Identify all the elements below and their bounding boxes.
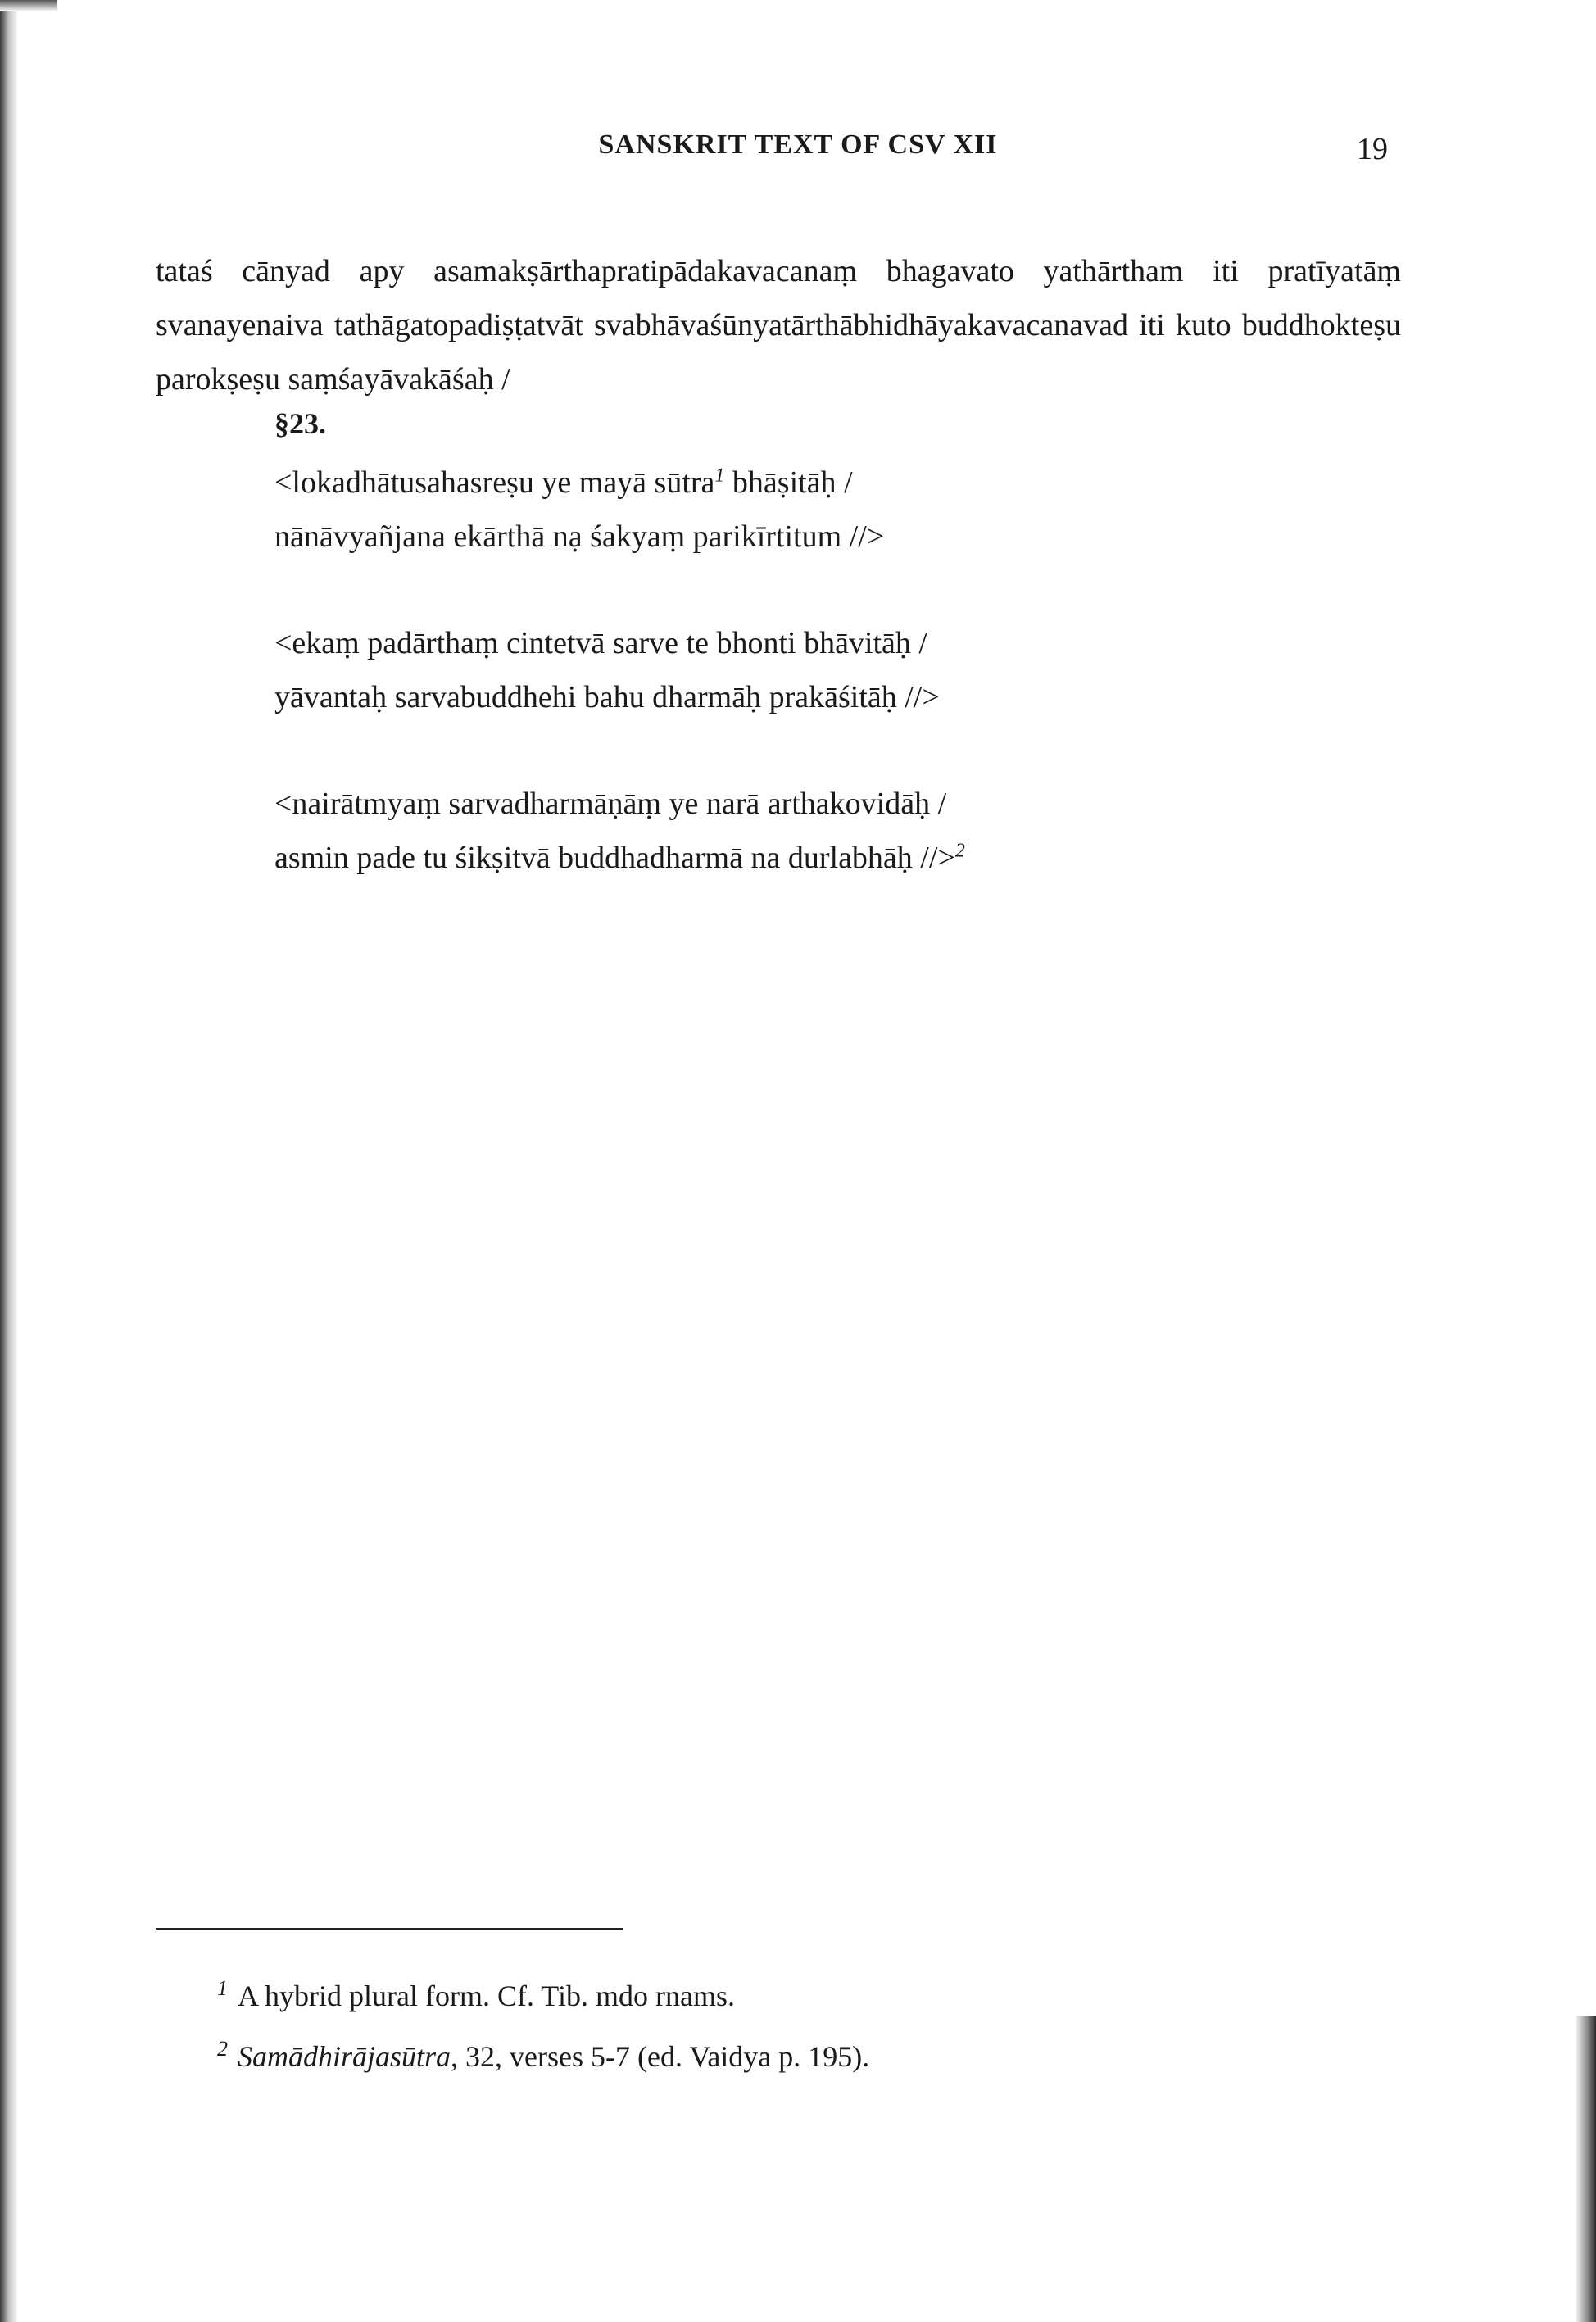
verse-1 (274, 456, 884, 564)
scan-shadow-top (0, 0, 57, 11)
page-number: 19 (1357, 132, 1388, 166)
footnote-text: , 32, verses 5-7 (ed. Vaidya p. 195). (451, 2040, 870, 2073)
footnote-1 (217, 1976, 735, 2013)
body-paragraph: tataś cānyad apy asamakṣārthapratipādakavacanaṃ bhagavato yathārtham iti pratīyatāṃ svanayenaiva tathāgatopadiṣṭatvāt svabhāvaśūnyatārthābhidhāyakavacanavad iti kuto buddhokteṣu parokṣeṣu saṃśayāvakāśaḥ / (156, 254, 1401, 397)
scan-shadow-left (0, 0, 18, 2322)
footnote-ref-1[interactable]: 1 (714, 465, 725, 487)
scan-shadow-right (1575, 2016, 1596, 2322)
verse-3 (274, 777, 965, 885)
section-number: §23. (274, 407, 326, 440)
footnote-text: A hybrid plural form. Cf. Tib. mdo rnams. (238, 1980, 736, 2012)
verse-line: <lokadhātusahasreṣu ye mayā sūtra$^1$ bhāṣitāḥ / (274, 465, 853, 500)
footnote-2 (217, 2037, 869, 2074)
footnote-number: 1 (217, 1976, 228, 2000)
running-title: SANSKRIT TEXT OF CSV XII (598, 129, 998, 160)
verse-line: <ekaṃ padārthaṃ cintetvā sarve te bhonti bhāvitāḥ / (274, 626, 927, 660)
footnote-divider (156, 1928, 623, 1930)
footnote-title: Samādhirājasūtra (238, 2040, 451, 2073)
verse-line: nānāvyañjana ekārthā nạ śakyaṃ parikīrtitum //> (274, 519, 885, 554)
verse-line: asmin pade tu śikṣitvā buddhadharmā na durlabhāḥ //>$^2$ (274, 840, 965, 875)
verse-2 (274, 616, 940, 724)
verse-line: <nairātmyaṃ sarvadharmāṇāṃ ye narā arthakovidāḥ / (274, 787, 947, 821)
footnote-number: 2 (217, 2037, 228, 2061)
footnote-ref-2[interactable]: 2 (954, 840, 965, 862)
verse-line: yāvantaḥ sarvabuddhehi bahu dharmāḥ prakāśitāḥ //> (274, 680, 940, 714)
